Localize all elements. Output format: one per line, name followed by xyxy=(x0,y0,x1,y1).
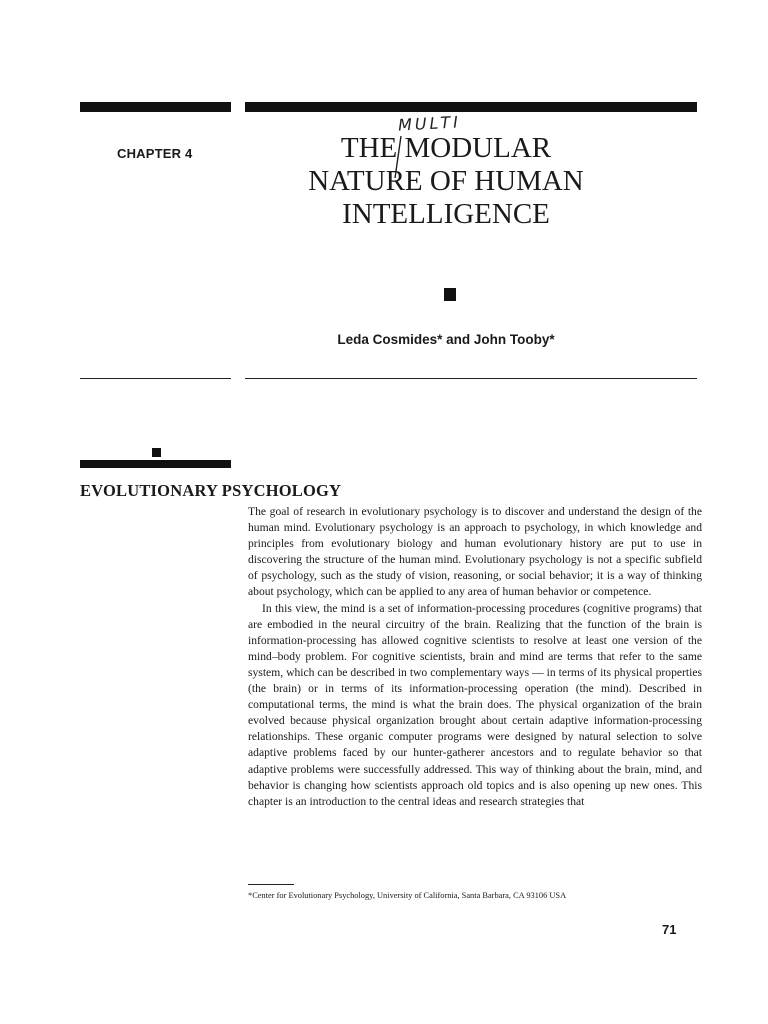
section-bar xyxy=(80,460,231,468)
footnote: *Center for Evolutionary Psychology, University of California, Santa Barbara, CA 93106 USA xyxy=(248,891,567,900)
ornament-square xyxy=(444,288,456,301)
title-line: THE MODULAR xyxy=(340,132,552,164)
section-heading: EVOLUTIONARY PSYCHOLOGY xyxy=(80,481,342,500)
header-bar-right xyxy=(245,102,697,112)
header-bar-left xyxy=(80,102,231,112)
section-ornament-square xyxy=(152,448,161,457)
authors: Leda Cosmides* and John Tooby* xyxy=(337,332,555,347)
title-line: NATURE OF HUMAN xyxy=(308,165,584,197)
footnote-rule xyxy=(248,884,294,885)
paragraph: In this view, the mind is a set of information-processing procedures (cognitive programs) that are embodied in the neural circuitry of the brain. Realizing that the function of the brain is information-processing has allowed cognitive scientists to resolve at least one version of the mind–body problem. For cognitive scientists, brain and mind are terms that refer to the same system, which can be described in two complementary ways — in terms of its physical properties (the brain) or in terms of its information-processing operation (the mind). Described in computational terms, the mind is what the brain does. The physical organization of the brain evolved because physical organization brought about certain adaptive information-processing relationships. These organic computer programs were designed by natural selection to solve adaptive problems faced by our hunter-gatherer ancestors and to regulate behavior so that adaptive problems were successfully addressed. This way of thinking about the brain, mind, and behavior is changing how scientists approach old topics and is also opening up new ones. This chapter is an introduction to the central ideas and research strategies that xyxy=(248,601,702,808)
authors-rule-right xyxy=(245,378,697,379)
chapter-title xyxy=(246,132,646,231)
handwritten-annotation: MULTI xyxy=(397,112,462,135)
authors-rule-left xyxy=(80,378,231,379)
page-number: 71 xyxy=(662,922,677,937)
body-text xyxy=(248,504,702,810)
title-line: INTELLIGENCE xyxy=(342,198,550,230)
chapter-label: CHAPTER 4 xyxy=(117,146,193,161)
paragraph: The goal of research in evolutionary psychology is to discover and understand the design of the human mind. Evolutionary psychology is an approach to psychology, in which knowledge and principles from evolutionary biology and human evolutionary history are put to use in discovering the structure of the human mind. Evolutionary psychology is not a specific subfield of psychology, such as the study of vision, reasoning, or social behavior; it is a way of thinking about psychology, which can be applied to any area of human behavior or competence. xyxy=(248,505,702,599)
